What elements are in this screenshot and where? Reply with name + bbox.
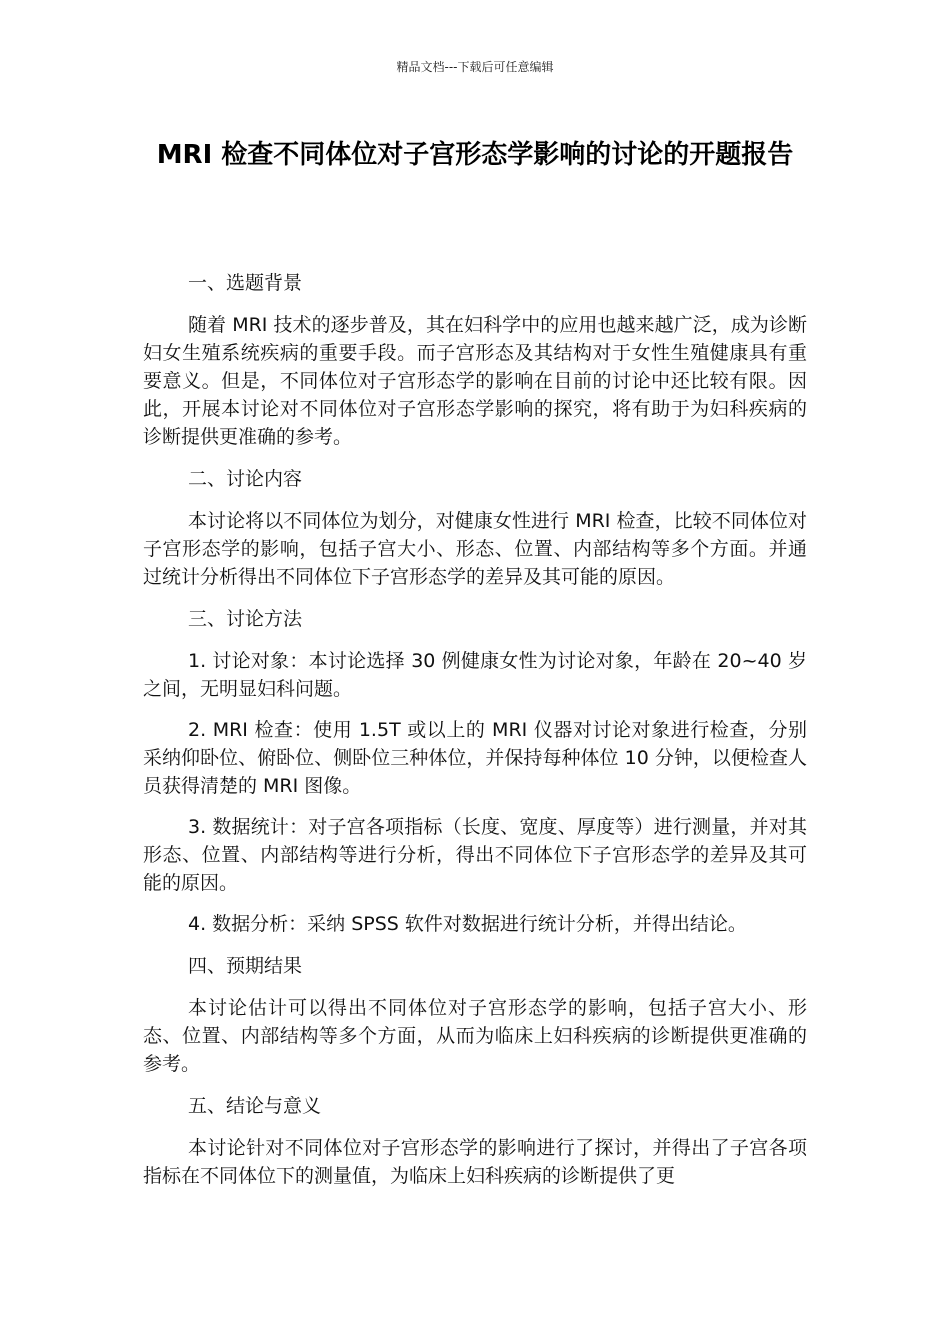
section-heading-methods: 三、讨论方法 [188, 608, 303, 630]
section-heading-background: 一、选题背景 [188, 272, 303, 294]
section-heading-expected-results: 四、预期结果 [188, 955, 303, 977]
paragraph-content: 本讨论将以不同体位为划分，对健康女性进行 MRI 检查，比较不同体位对子宫形态学的影响，包括子宫大小、形态、位置、内部结构等多个方面。并通过统计分析得出不同体位下子宫形态学的差异及其可能的原因。 [143, 510, 807, 588]
section-heading-conclusion: 五、结论与意义 [188, 1095, 322, 1117]
paragraph-method-mri: 2. MRI 检查：使用 1.5T 或以上的 MRI 仪器对讨论对象进行检查，分别采纳仰卧位、俯卧位、侧卧位三种体位，并保持每种体位 10 分钟，以便检查人员获得清楚的 MRI 图像。 [143, 719, 807, 797]
document-title: MRI 检查不同体位对子宫形态学影响的讨论的开题报告 [156, 140, 794, 170]
paragraph-method-analysis: 4. 数据分析：采纳 SPSS 软件对数据进行统计分析，并得出结论。 [188, 913, 747, 935]
document-body [143, 268, 807, 1203]
header-note: 精品文档---下载后可任意编辑 [396, 60, 554, 74]
paragraph-method-statistics: 3. 数据统计：对子宫各项指标（长度、宽度、厚度等）进行测量，并对其形态、位置、内部结构等进行分析，得出不同体位下子宫形态学的差异及其可能的原因。 [143, 816, 807, 894]
section-heading-content: 二、讨论内容 [188, 468, 303, 490]
paragraph-conclusion: 本讨论针对不同体位对子宫形态学的影响进行了探讨，并得出了子宫各项指标在不同体位下的测量值，为临床上妇科疾病的诊断提供了更 [143, 1137, 807, 1187]
paragraph-background: 随着 MRI 技术的逐步普及，其在妇科学中的应用也越来越广泛，成为诊断妇女生殖系统疾病的重要手段。而子宫形态及其结构对于女性生殖健康具有重要意义。但是，不同体位对子宫形态学的影响在目前的讨论中还比较有限。因此，开展本讨论对不同体位对子宫形态学影响的探究，将有助于为妇科疾病的诊断提供更准确的参考。 [143, 314, 807, 448]
paragraph-method-subjects: 1. 讨论对象：本讨论选择 30 例健康女性为讨论对象，年龄在 20~40 岁之间，无明显妇科问题。 [143, 650, 807, 700]
paragraph-expected-results: 本讨论估计可以得出不同体位对子宫形态学的影响，包括子宫大小、形态、位置、内部结构等多个方面，从而为临床上妇科疾病的诊断提供更准确的参考。 [143, 997, 807, 1075]
